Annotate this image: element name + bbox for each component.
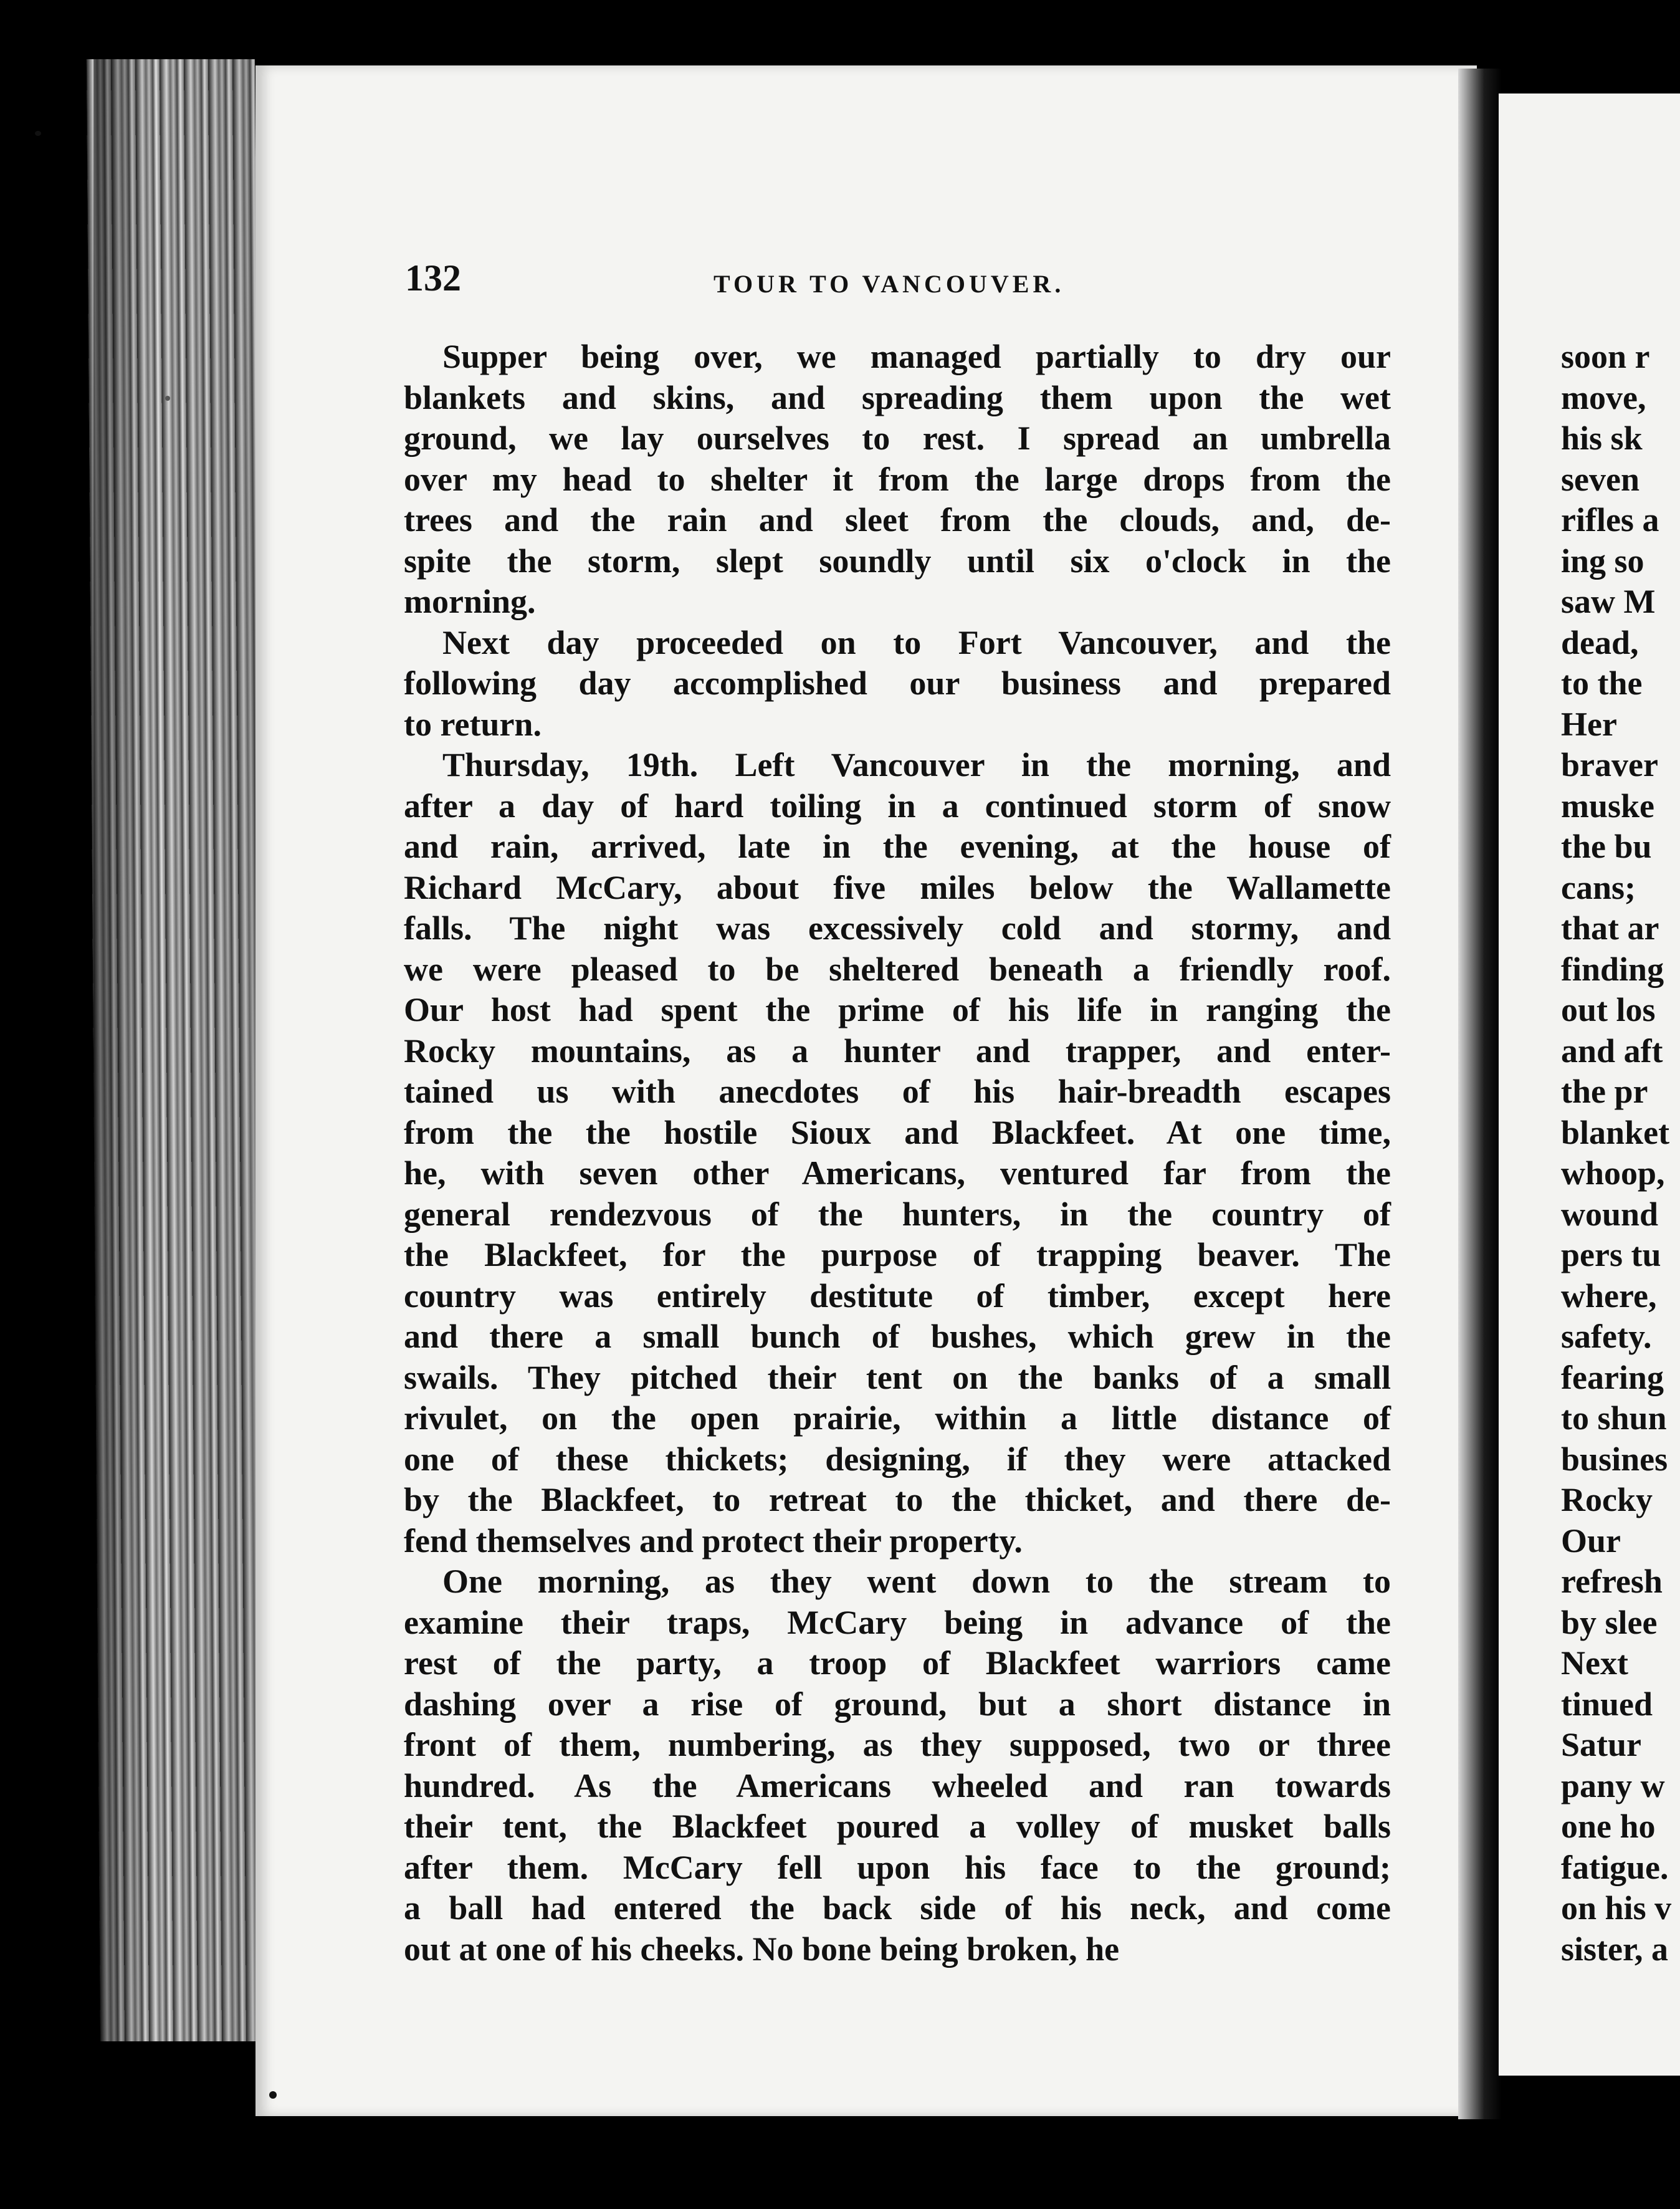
page-header [405, 257, 1103, 307]
right-page-line: saw M [1561, 583, 1656, 620]
scan-speck [165, 396, 170, 401]
right-page-line: wound [1561, 1195, 1659, 1233]
right-page-line: the bu [1561, 828, 1652, 865]
text-line: falls. The night was excessively cold and stormy, and [404, 909, 1391, 947]
right-page-line: that ar [1561, 909, 1659, 947]
right-page-line: fatigue. [1561, 1848, 1669, 1886]
text-line: following day accomplished our business and prepared [404, 664, 1391, 702]
right-page-line: braver [1561, 746, 1658, 783]
body-text [404, 337, 1391, 1970]
text-line: after a day of hard toiling in a continued storm of snow [404, 787, 1391, 825]
right-page-line: on his v [1561, 1889, 1672, 1927]
text-line: over my head to shelter it from the large drops from the [404, 460, 1391, 498]
text-line: to return. [404, 705, 542, 743]
text-line: Rocky mountains, as a hunter and trapper, and enter- [404, 1032, 1391, 1070]
right-page-line: Our [1561, 1521, 1621, 1560]
text-line: rest of the party, a troop of Blackfeet warriors came [404, 1644, 1391, 1682]
right-page-line: the pr [1561, 1073, 1648, 1110]
right-page-line: cans; [1561, 868, 1636, 906]
text-line: hundred. As the Americans wheeled and ran towards [404, 1766, 1391, 1804]
text-line: dashing over a rise of ground, but a short distance in [404, 1685, 1391, 1723]
text-line: Next day proceeded on to Fort Vancouver, and the [442, 623, 1391, 661]
right-page-line: seven [1561, 460, 1639, 498]
text-line: their tent, the Blackfeet poured a volley of musket balls [404, 1808, 1391, 1845]
right-page-line: sister, a [1561, 1930, 1668, 1968]
right-page-line: blanket [1561, 1113, 1670, 1151]
scan-speck [269, 2091, 277, 2099]
text-line: he, with seven other Americans, ventured far from the [404, 1154, 1391, 1192]
text-line: we were pleased to be sheltered beneath a friendly roof. [404, 950, 1391, 988]
page-number: 132 [405, 257, 461, 299]
text-line: by the Blackfeet, to retreat to the thicket, and there de- [404, 1481, 1391, 1518]
text-line: spite the storm, slept soundly until six o'clock in the [404, 542, 1391, 580]
right-page-line: where, [1561, 1277, 1657, 1315]
right-page-line: safety. [1561, 1318, 1652, 1355]
right-page-line: ing so [1561, 542, 1644, 580]
text-line: out at one of his cheeks. No bone being broken, he [404, 1930, 1120, 1968]
right-page-line: Next [1561, 1644, 1628, 1682]
right-page-line: dead, [1561, 623, 1639, 661]
text-line: the Blackfeet, for the purpose of trapping beaver. The [404, 1236, 1391, 1273]
text-line: Supper being over, we managed partially to dry our [442, 338, 1391, 375]
text-line: and there a small bunch of bushes, which grew in the [404, 1318, 1391, 1355]
text-line: examine their traps, McCary being in advance of the [404, 1603, 1391, 1641]
text-line: morning. [404, 583, 536, 620]
right-page-line: busines [1561, 1440, 1668, 1478]
right-page-line: whoop, [1561, 1154, 1665, 1192]
right-page-line: move, [1561, 378, 1646, 416]
right-page-line: muske [1561, 787, 1655, 825]
book-edge-shadow [93, 59, 262, 2041]
text-line: ground, we lay ourselves to rest. I spread an umbrella [404, 419, 1391, 457]
right-page-line: Satur [1561, 1726, 1642, 1763]
right-page-line: to the [1561, 664, 1643, 702]
right-page-line: Rocky [1561, 1481, 1653, 1518]
text-line: trees and the rain and sleet from the clouds, and, de- [404, 501, 1391, 539]
text-line: front of them, numbering, as they supposed, two or three [404, 1726, 1391, 1763]
text-line: fend themselves and protect their property. [404, 1521, 1023, 1560]
running-head: TOUR TO VANCOUVER. [714, 270, 1065, 298]
text-line: one of these thickets; designing, if they were attacked [404, 1440, 1391, 1478]
right-page-line: by slee [1561, 1603, 1658, 1641]
text-line: swails. They pitched their tent on the banks of a small [404, 1358, 1391, 1396]
right-page-line: Her [1561, 705, 1617, 743]
text-line: from the the hostile Sioux and Blackfeet. At one time, [404, 1113, 1391, 1151]
right-page-line: to shun [1561, 1399, 1667, 1437]
right-page-line: and aft [1561, 1032, 1663, 1070]
right-page-line: finding [1561, 950, 1664, 988]
text-line: rivulet, on the open prairie, within a little distance of [404, 1399, 1391, 1437]
right-page-line: rifles a [1561, 501, 1659, 539]
right-page-text [1561, 337, 1680, 1970]
text-line: general rendezvous of the hunters, in the country of [404, 1195, 1391, 1233]
text-line: Richard McCary, about five miles below the Wallamette [404, 868, 1391, 906]
right-page-line: fearing [1561, 1358, 1664, 1396]
text-line: tained us with anecdotes of his hair-breadth escapes [404, 1073, 1391, 1110]
right-page-line: out los [1561, 991, 1656, 1028]
scan-speck [35, 131, 41, 136]
right-page-line: pany w [1561, 1766, 1665, 1804]
text-line: One morning, as they went down to the stream to [442, 1563, 1391, 1600]
text-line: and rain, arrived, late in the evening, at the house of [404, 828, 1391, 865]
right-page-line: tinued [1561, 1685, 1653, 1723]
text-line: Our host had spent the prime of his life in ranging the [404, 991, 1391, 1028]
right-page-line: soon r [1561, 338, 1650, 375]
text-line: after them. McCary fell upon his face to the ground; [404, 1848, 1391, 1886]
text-line: country was entirely destitute of timber, except here [404, 1277, 1391, 1315]
right-page-line: refresh [1561, 1563, 1663, 1600]
book-gutter [1458, 69, 1502, 2119]
text-line: Thursday, 19th. Left Vancouver in the morning, and [442, 746, 1391, 783]
right-page-line: his sk [1561, 419, 1643, 457]
right-page-line: one ho [1561, 1808, 1656, 1845]
text-line: a ball had entered the back side of his neck, and come [404, 1889, 1391, 1927]
text-line: blankets and skins, and spreading them upon the wet [404, 378, 1391, 416]
right-page-line: pers tu [1561, 1236, 1661, 1273]
